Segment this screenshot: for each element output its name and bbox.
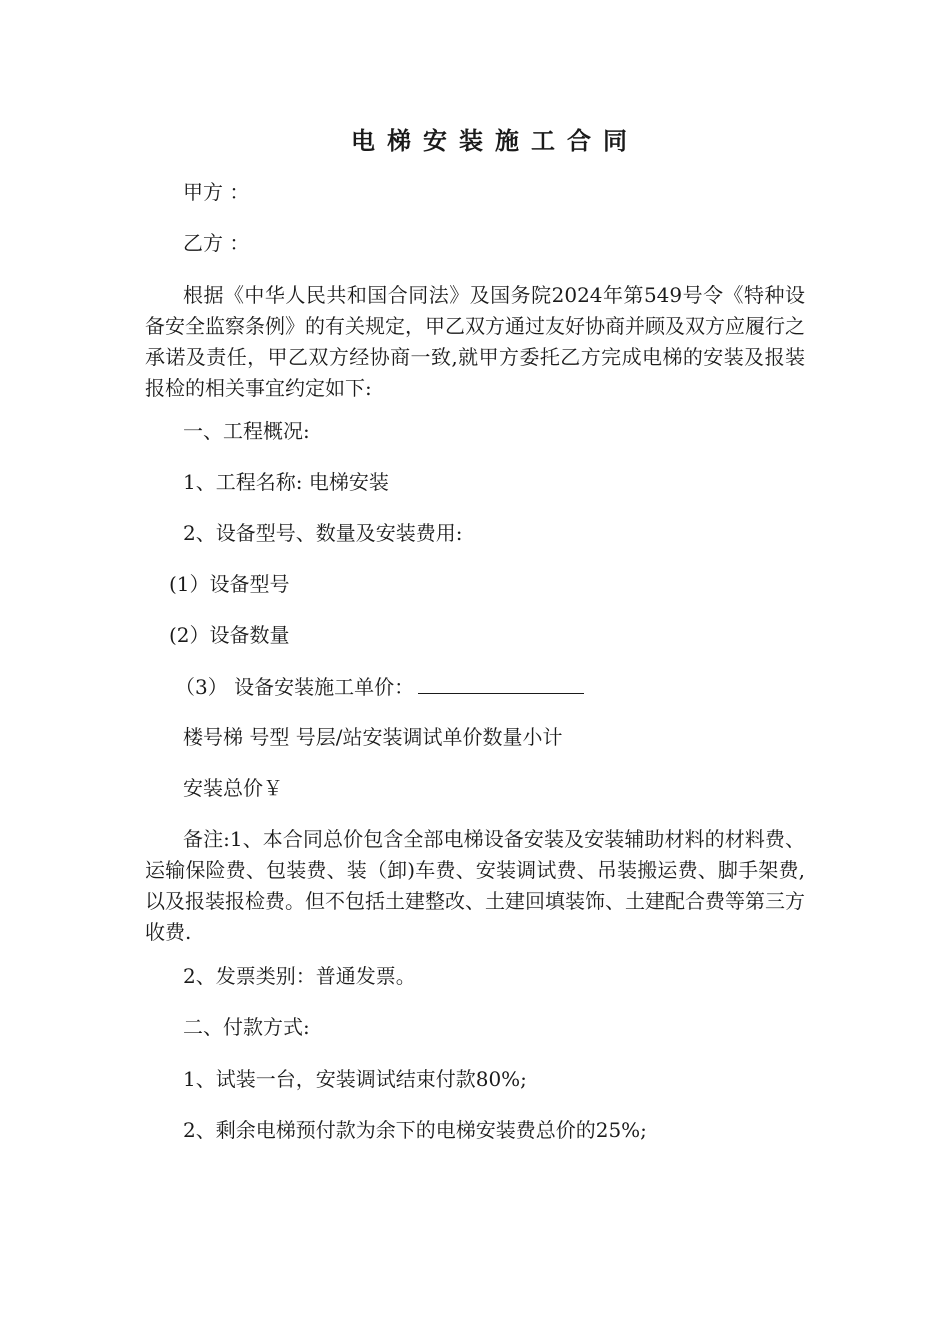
sub-unit-price-label: （3） 设备安装施工单价： <box>175 675 415 699</box>
payment-item-2: 2、剩余电梯预付款为余下的电梯安装费总价的25%; <box>183 1118 647 1142</box>
table-header-line: 楼号梯 号型 号层/站安装调试单价数量小计 <box>183 725 563 749</box>
payment-item-1: 1、试装一台，安装调试结束付款80%; <box>183 1067 527 1091</box>
item-project-name: 1、工程名称: 电梯安装 <box>183 470 389 494</box>
party-b-line: 乙方 ： <box>183 231 250 255</box>
section2-heading: 二、付款方式: <box>183 1015 310 1039</box>
sub-unit-price-line <box>145 671 835 703</box>
contract-title: 电梯安装施工合同 <box>351 126 639 155</box>
intro-paragraph: 根据《中华人民共和国合同法》及国务院2024年第549号令《特种设备安全监察条例》的有关规定，甲乙双方通过友好协商并顾及双方应履行之承诺及责任，甲乙双方经协商一致,就甲方委托乙方完成电梯的安装及报装报检的相关事宜约定如下: <box>145 283 805 400</box>
sub-equipment-model: (1）设备型号 <box>169 572 290 596</box>
party-a-line: 甲方 ： <box>183 180 250 204</box>
sub-equipment-quantity: (2）设备数量 <box>169 623 290 647</box>
item-equipment: 2、设备型号、数量及安装费用: <box>183 521 463 545</box>
section1-heading: 一、工程概况: <box>183 419 310 443</box>
unit-price-blank <box>418 671 584 694</box>
total-price-line: 安装总价￥ <box>183 776 283 800</box>
invoice-type-line: 2、发票类别：普通发票。 <box>183 964 416 988</box>
note-paragraph: 备注:1、本合同总价包含全部电梯设备安装及安装辅助材料的材料费、运输保险费、包装费、装（卸)车费、安装调试费、吊装搬运费、脚手架费,以及报装报检费。但不包括土建整改、土建回填装饰、土建配合费等第三方收费. <box>145 827 805 944</box>
